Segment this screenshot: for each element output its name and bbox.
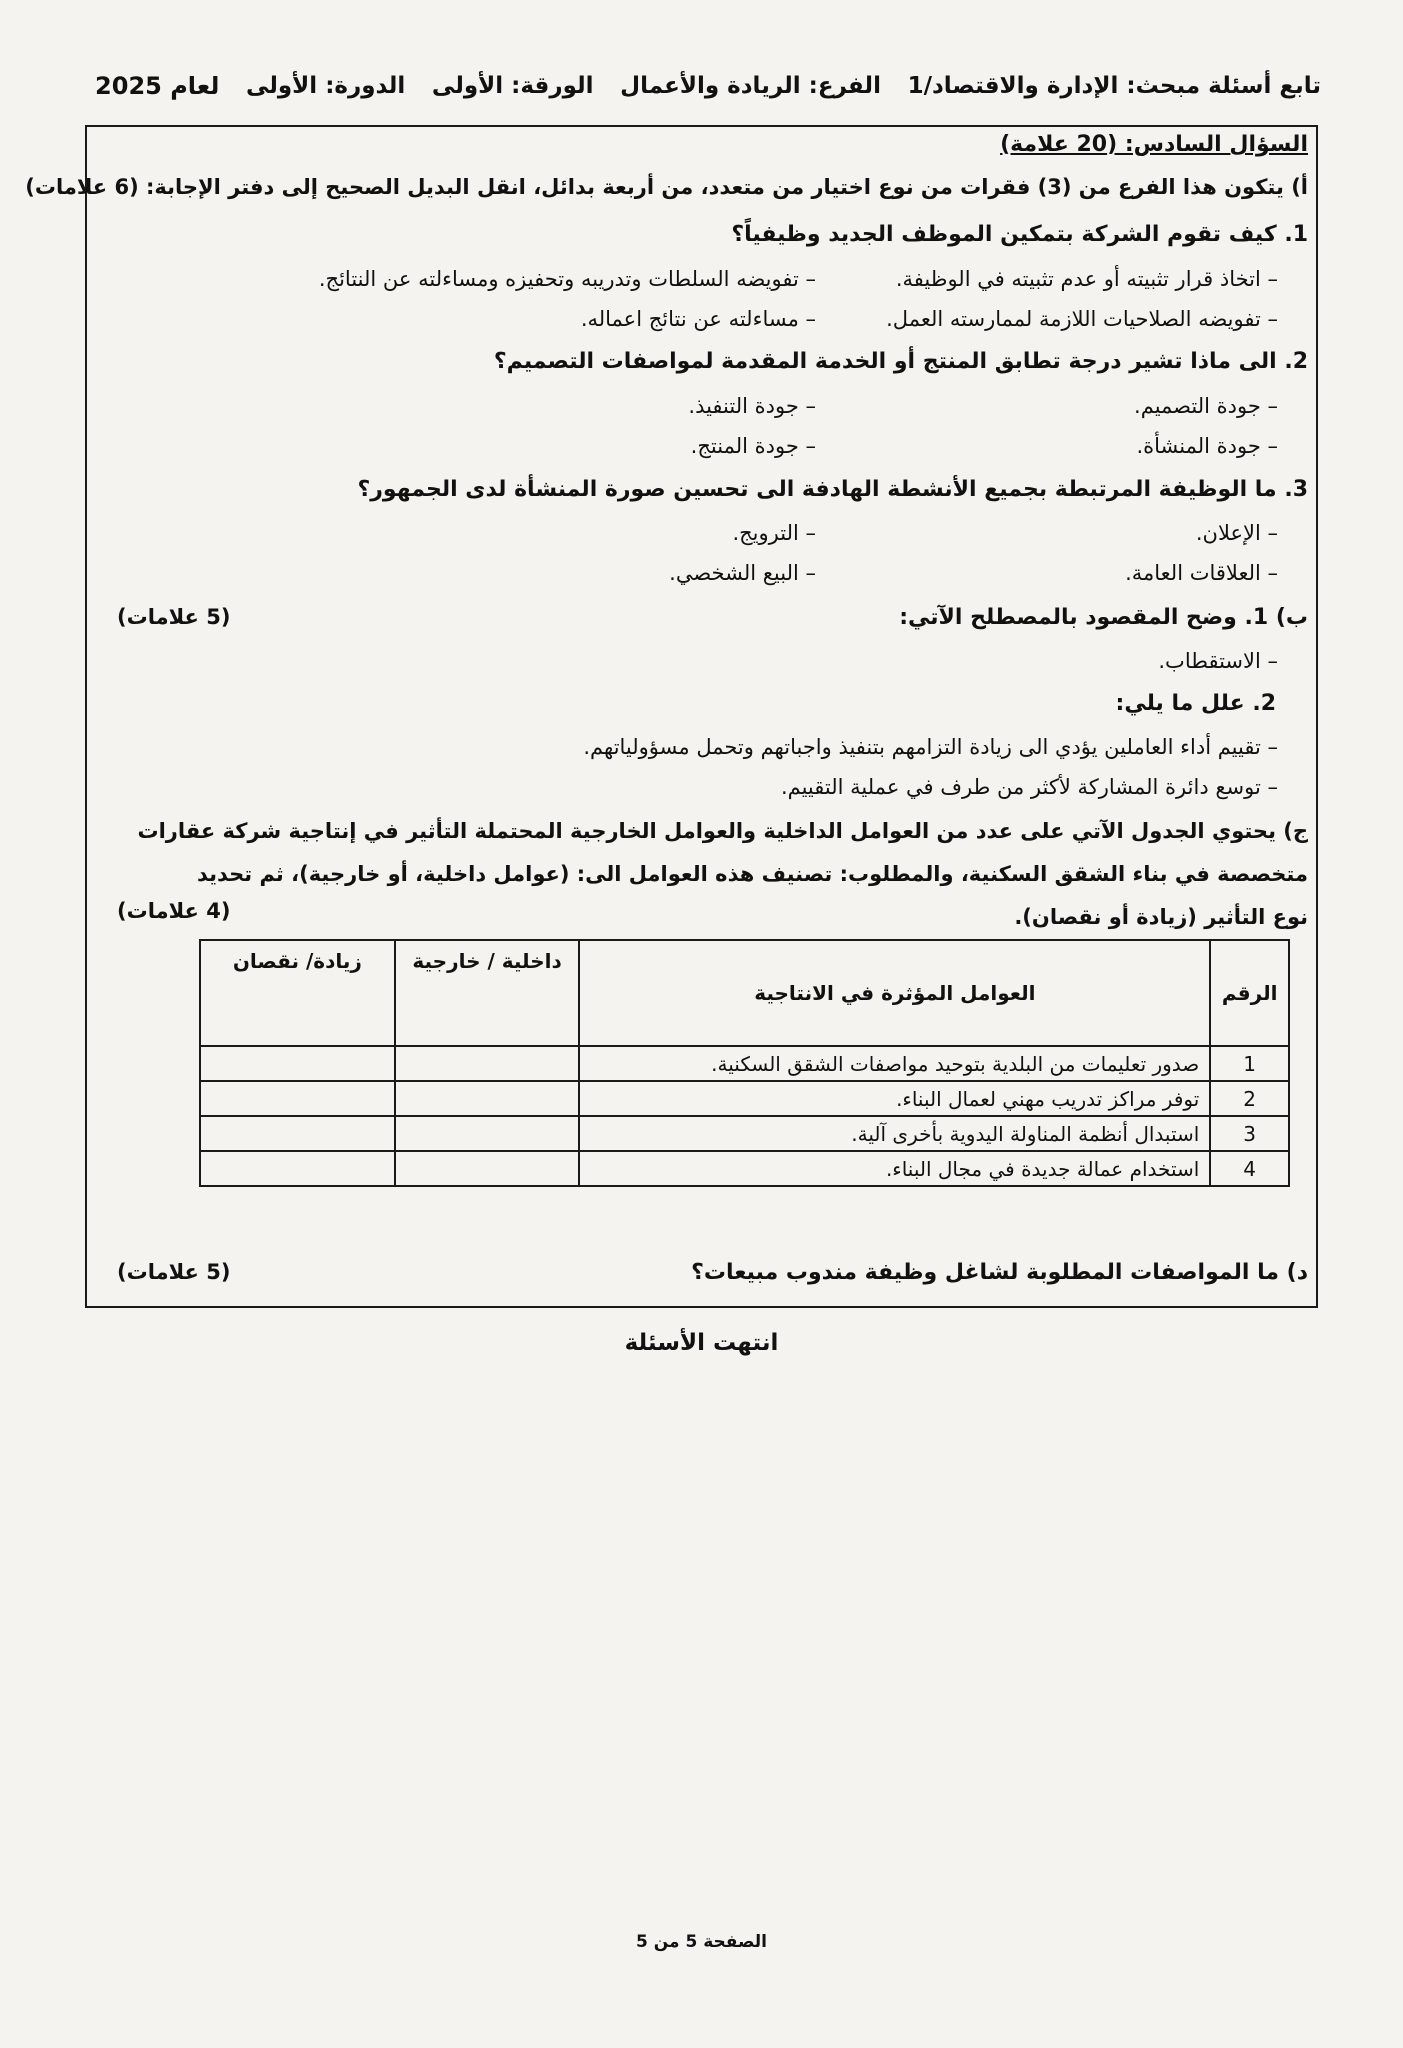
header-type: داخلية / خارجية [395, 940, 580, 1046]
partC-marks: (4 علامات) [117, 899, 231, 923]
table-row [200, 1116, 1289, 1151]
partB-reason-1: – تقييم أداء العاملين يؤدي الى زيادة التزامهم بتنفيذ واجباتهم وتحمل مسؤولياتهم. [583, 735, 1278, 759]
partD-marks: (5 علامات) [117, 1260, 231, 1284]
partA-q2-option-3: – جودة المنشأة. [1136, 434, 1278, 458]
partA-intro: أ) يتكون هذا الفرع من (3) فقرات من نوع اختيار من متعدد، من أربعة بدائل، انقل البديل الصحيح إلى دفتر الإجابة: (6 علامات) [25, 175, 1308, 199]
factors-table [199, 939, 1290, 1187]
partA-q2-option-1: – جودة التصميم. [1134, 394, 1278, 418]
header-branch: الفرع: الريادة والأعمال [620, 73, 881, 99]
row-number: 1 [1210, 1046, 1289, 1081]
row-effect-cell [200, 1046, 395, 1081]
partA-q1: 1. كيف تقوم الشركة بتمكين الموظف الجديد وظيفياً؟ [731, 222, 1308, 247]
factors-table-header-row [200, 940, 1289, 1046]
row-number: 4 [1210, 1151, 1289, 1186]
page-number: الصفحة 5 من 5 [635, 1932, 768, 1952]
question-frame [25, 125, 1318, 1308]
row-effect-cell [200, 1151, 395, 1186]
header-year: لعام 2025 [95, 72, 220, 100]
exam-header [95, 72, 1321, 100]
partB-term: – الاستقطاب. [1158, 649, 1278, 673]
row-factor: استبدال أنظمة المناولة اليدوية بأخرى آلية. [579, 1116, 1210, 1151]
partC-text-line-1: ج) يحتوي الجدول الآتي على عدد من العوامل الداخلية والعوامل الخارجية المحتملة التأثير في إنتاجية شركة عقارات [137, 819, 1308, 843]
partB-marks: (5 علامات) [117, 605, 231, 629]
partA-q2-option-4: – جودة المنتج. [690, 434, 816, 458]
table-row [200, 1081, 1289, 1116]
partB-q2: 2. علل ما يلي: [1115, 691, 1276, 716]
row-factor: استخدام عمالة جديدة في مجال البناء. [579, 1151, 1210, 1186]
header-effect: زيادة/ نقصان [200, 940, 395, 1046]
partB-q1: ب) 1. وضح المقصود بالمصطلح الآتي: [899, 605, 1308, 630]
partA-q2-option-2: – جودة التنفيذ. [688, 394, 816, 418]
row-type-cell [395, 1116, 580, 1151]
row-type-cell [395, 1151, 580, 1186]
row-factor: توفر مراكز تدريب مهني لعمال البناء. [579, 1081, 1210, 1116]
partC-text-line-2: متخصصة في بناء الشقق السكنية، والمطلوب: تصنيف هذه العوامل الى: (عوامل داخلية، أو خارجية)، ثم تحديد [196, 862, 1308, 886]
question6-title: السؤال السادس: (20 علامة) [1000, 132, 1308, 157]
partD-question: د) ما المواصفات المطلوبة لشاغل وظيفة مندوب مبيعات؟ [691, 1260, 1308, 1285]
row-number: 2 [1210, 1081, 1289, 1116]
row-effect-cell [200, 1081, 395, 1116]
partA-q3-option-3: – العلاقات العامة. [1125, 561, 1278, 585]
header-number: الرقم [1210, 940, 1289, 1046]
row-number: 3 [1210, 1116, 1289, 1151]
partA-q3-option-1: – الإعلان. [1195, 521, 1278, 545]
partA-q1-option-1: – اتخاذ قرار تثبيته أو عدم تثبيته في الوظيفة. [895, 267, 1278, 291]
partB-reason-2: – توسع دائرة المشاركة لأكثر من طرف في عملية التقييم. [780, 775, 1278, 799]
partA-q1-option-3: – تفويضه الصلاحيات اللازمة لممارسته العمل. [886, 307, 1278, 331]
partA-q1-option-2: – تفويضه السلطات وتدريبه وتحفيزه ومساءلته عن النتائج. [318, 267, 816, 291]
end-of-questions: انتهت الأسئلة [624, 1330, 779, 1356]
header-session: الدورة: الأولى [245, 73, 406, 99]
table-row [200, 1151, 1289, 1186]
partA-q3-option-4: – البيع الشخصي. [669, 561, 816, 585]
row-type-cell [395, 1081, 580, 1116]
partC-text-line-3: نوع التأثير (زيادة أو نقصان). [1014, 905, 1308, 929]
partA-q3: 3. ما الوظيفة المرتبطة بجميع الأنشطة الهادفة الى تحسين صورة المنشأة لدى الجمهور؟ [357, 477, 1308, 502]
table-row [200, 1046, 1289, 1081]
header-factor: العوامل المؤثرة في الانتاجية [579, 940, 1210, 1046]
header-paper: الورقة: الأولى [431, 73, 594, 99]
header-continuation: تابع أسئلة مبحث: الإدارة والاقتصاد/1 [907, 73, 1321, 99]
partA-q2: 2. الى ماذا تشير درجة تطابق المنتج أو الخدمة المقدمة لمواصفات التصميم؟ [493, 349, 1308, 374]
partA-q3-option-2: – الترويج. [732, 521, 816, 545]
row-type-cell [395, 1046, 580, 1081]
row-effect-cell [200, 1116, 395, 1151]
row-factor: صدور تعليمات من البلدية بتوحيد مواصفات الشقق السكنية. [579, 1046, 1210, 1081]
partA-q1-option-4: – مساءلته عن نتائج اعماله. [580, 307, 816, 331]
